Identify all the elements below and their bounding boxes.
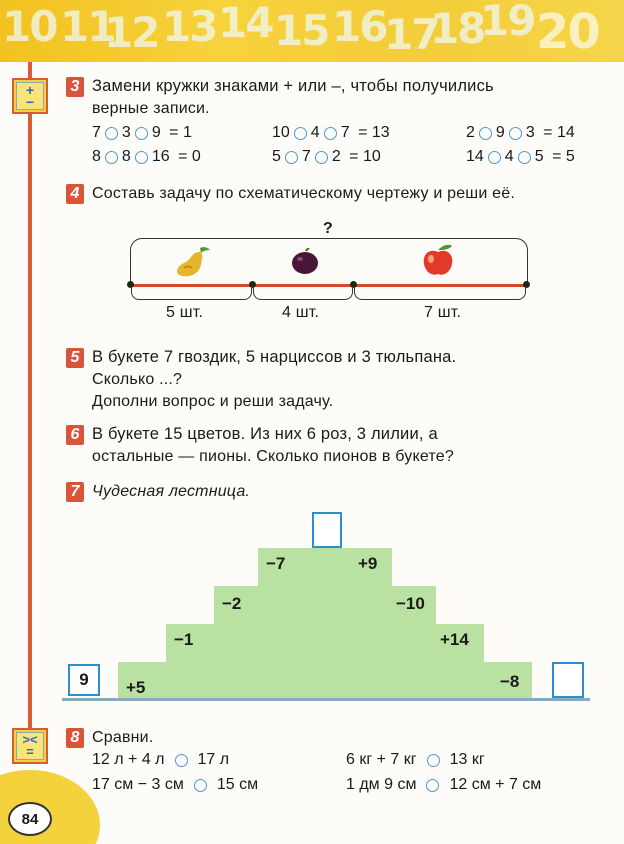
stair-step <box>118 662 532 698</box>
page-number: 84 <box>8 802 52 836</box>
task-number: 7 <box>66 482 84 502</box>
segment-point <box>249 281 256 288</box>
task6-text: остальные — пионы. Сколько пионов в букете? <box>92 448 454 465</box>
compare-row: 6 кг + 7 кг 13 кг <box>346 751 485 768</box>
stair-base <box>62 698 590 701</box>
segment-label: 4 шт. <box>282 304 320 321</box>
banner-number: 17 <box>384 10 439 59</box>
answer-circle[interactable] <box>135 127 148 140</box>
segment-label: 7 шт. <box>424 304 462 321</box>
answer-circle[interactable] <box>175 754 188 767</box>
task6-text: В букете 15 цветов. Из них 6 роз, 3 лилии, а <box>92 425 438 443</box>
banner-number: 19 <box>480 0 535 45</box>
equation: 10 4 7 = 13 <box>272 124 390 141</box>
end-answer-box[interactable] <box>552 662 584 698</box>
answer-circle[interactable] <box>294 127 307 140</box>
banner-number: 10 <box>2 2 57 51</box>
banner-number: 18 <box>430 4 485 53</box>
banner-number: 11 <box>60 2 115 51</box>
step-operation: −7 <box>266 554 286 573</box>
task3-text: Замени кружки знаками + или –, чтобы получились <box>92 77 494 95</box>
task-number: 5 <box>66 348 84 368</box>
margin-line <box>28 62 32 762</box>
answer-circle[interactable] <box>135 151 148 164</box>
step-operation: −8 <box>500 672 520 691</box>
task7-title: Чудесная лестница. <box>92 483 251 500</box>
equation: 2 9 3 = 14 <box>466 124 575 141</box>
brace <box>354 288 526 300</box>
compare-icon: >< = <box>12 728 48 764</box>
top-answer-box[interactable] <box>312 512 342 548</box>
step-operation: +5 <box>126 678 146 697</box>
answer-circle[interactable] <box>105 127 118 140</box>
step-operation: −1 <box>174 630 194 649</box>
task-number: 8 <box>66 728 84 748</box>
answer-circle[interactable] <box>324 127 337 140</box>
task4-text: Составь задачу по схематическому чертежу и реши её. <box>92 185 515 202</box>
answer-circle[interactable] <box>426 779 439 792</box>
task-number: 6 <box>66 425 84 445</box>
compare-row: 12 л + 4 л 17 л <box>92 751 230 768</box>
task-number: 4 <box>66 184 84 204</box>
segment-point <box>127 281 134 288</box>
segment-line <box>130 284 528 287</box>
brace <box>131 288 252 300</box>
task-number: 3 <box>66 77 84 97</box>
task5-text: Сколько ...? <box>92 371 183 388</box>
pear-icon <box>170 244 212 278</box>
compare-row: 1 дм 9 см 12 см + 7 см <box>346 776 542 793</box>
question-mark: ? <box>323 220 333 237</box>
task5-text: Дополни вопрос и реши задачу. <box>92 393 334 410</box>
equation: 8 8 16 = 0 <box>92 148 201 165</box>
answer-circle[interactable] <box>105 151 118 164</box>
segment-point <box>350 281 357 288</box>
answer-circle[interactable] <box>518 151 531 164</box>
step-operation: −10 <box>396 594 425 613</box>
answer-circle[interactable] <box>194 779 207 792</box>
answer-circle[interactable] <box>488 151 501 164</box>
step-operation: +9 <box>358 554 378 573</box>
step-operation: −2 <box>222 594 242 613</box>
start-value-box: 9 <box>68 664 100 696</box>
task8-title: Сравни. <box>92 729 154 746</box>
number-banner <box>0 0 624 62</box>
segment-point <box>523 281 530 288</box>
answer-circle[interactable] <box>285 151 298 164</box>
equation: 7 3 9 = 1 <box>92 124 192 141</box>
answer-circle[interactable] <box>315 151 328 164</box>
segment-label: 5 шт. <box>166 304 204 321</box>
answer-circle[interactable] <box>479 127 492 140</box>
brace <box>253 288 353 300</box>
banner-number: 13 <box>162 2 217 51</box>
stair-step <box>166 624 484 664</box>
banner-number: 16 <box>332 2 387 51</box>
banner-number: 15 <box>274 6 329 55</box>
plus-minus-icon: + − <box>12 78 48 114</box>
step-operation: +14 <box>440 630 469 649</box>
task5-text: В букете 7 гвоздик, 5 нарциссов и 3 тюльпана. <box>92 348 457 366</box>
plum-icon <box>290 248 322 276</box>
compare-row: 17 см − 3 см 15 см <box>92 776 259 793</box>
equation: 14 4 5 = 5 <box>466 148 575 165</box>
banner-number: 20 <box>536 4 599 60</box>
answer-circle[interactable] <box>427 754 440 767</box>
equation: 5 7 2 = 10 <box>272 148 381 165</box>
answer-circle[interactable] <box>509 127 522 140</box>
banner-number: 14 <box>218 0 273 47</box>
banner-number: 12 <box>104 8 159 57</box>
task3-text: верные записи. <box>92 100 210 117</box>
apple-icon <box>420 242 456 278</box>
